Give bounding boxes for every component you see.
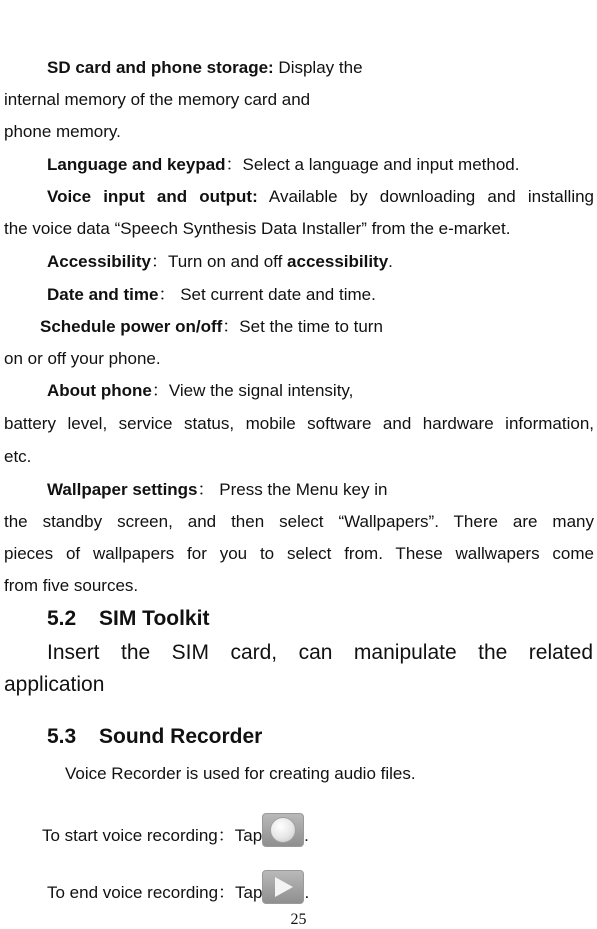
about-sep: ： [151,381,169,400]
wallpaper-line4: from five sources. [4,576,139,595]
accessibility-label: Accessibility [47,252,151,271]
about-line1 [47,381,353,401]
date-time-text: Set current date and time. [175,285,376,304]
sd-card-line1 [47,58,363,78]
start-recording-text: To start voice recording [42,826,218,845]
schedule-line1 [40,317,383,337]
accessibility-end: . [388,252,393,271]
language-text: Select a language and input method. [242,155,520,174]
record-circle-icon [262,813,304,847]
start-recording-period: . [304,826,309,845]
schedule-label: Schedule power on/off [40,317,223,336]
language-line [47,155,519,175]
play-triangle-icon [262,870,304,904]
section-5-3-heading [47,725,262,749]
about-line2: battery level, service status, mobile software and hardware information, [4,414,594,433]
section-5-2-text1: Insert the SIM card, can manipulate the related [47,641,593,664]
voice-label: Voice input and output: [47,187,258,206]
wallpaper-label: Wallpaper settings [47,480,198,499]
accessibility-sep: ： [150,252,168,271]
date-time-label: Date and time [47,285,159,304]
language-sep: ： [225,155,243,174]
section-5-3-number: 5.3 [47,725,77,748]
accessibility-bold: accessibility [287,252,389,271]
about-label: About phone [47,381,152,400]
about-line3: etc. [4,447,32,466]
end-recording-period: . [304,883,310,902]
date-time-sep: ： [158,285,176,304]
wallpaper-text: Press the Menu key in [214,480,388,499]
page-number: 25 [290,911,307,928]
section-5-2-number: 5.2 [47,607,77,630]
accessibility-line [47,252,393,272]
schedule-line2: on or off your phone. [4,349,161,368]
sd-card-text: Display the [273,58,363,77]
date-time-line [47,285,376,305]
play-triangle-shape [275,877,293,897]
end-recording-line [47,870,309,909]
start-recording-sep: ： [217,826,235,845]
record-circle-shape [270,817,296,843]
sd-card-label: SD card and phone storage: [47,58,274,77]
schedule-sep: ： [222,317,240,336]
start-recording-line [42,813,309,852]
sd-card-line3: phone memory. [4,122,121,141]
end-recording-text: To end voice recording [47,883,219,902]
section-5-2-text2: application [4,673,105,696]
language-label: Language and keypad [47,155,226,174]
section-5-3-title: Sound Recorder [99,725,263,748]
voice-text: Available by downloading and installing [257,187,594,206]
accessibility-text: Turn on and off [167,252,288,271]
end-recording-sep: ： [218,883,236,902]
sd-card-line2: internal memory of the memory card and [4,90,311,109]
wallpaper-sep: ： [197,480,215,499]
schedule-text: Set the time to turn [239,317,383,336]
section-5-2-title: SIM Toolkit [99,607,210,630]
end-recording-tap: Tap [235,883,263,902]
voice-line1 [47,187,594,207]
recorder-intro: Voice Recorder is used for creating audio files. [65,764,416,783]
wallpaper-line3: pieces of wallpapers for you to select from. These wallwapers come [4,544,594,563]
wallpaper-line1 [47,480,387,500]
start-recording-tap: Tap [234,826,263,845]
wallpaper-line2: the standby screen, and then select “Wallpapers”. There are many [4,512,594,531]
about-text: View the signal intensity, [168,381,354,400]
voice-line2: the voice data “Speech Synthesis Data Installer” from the e-market. [4,219,511,238]
section-5-2-heading [47,607,209,631]
